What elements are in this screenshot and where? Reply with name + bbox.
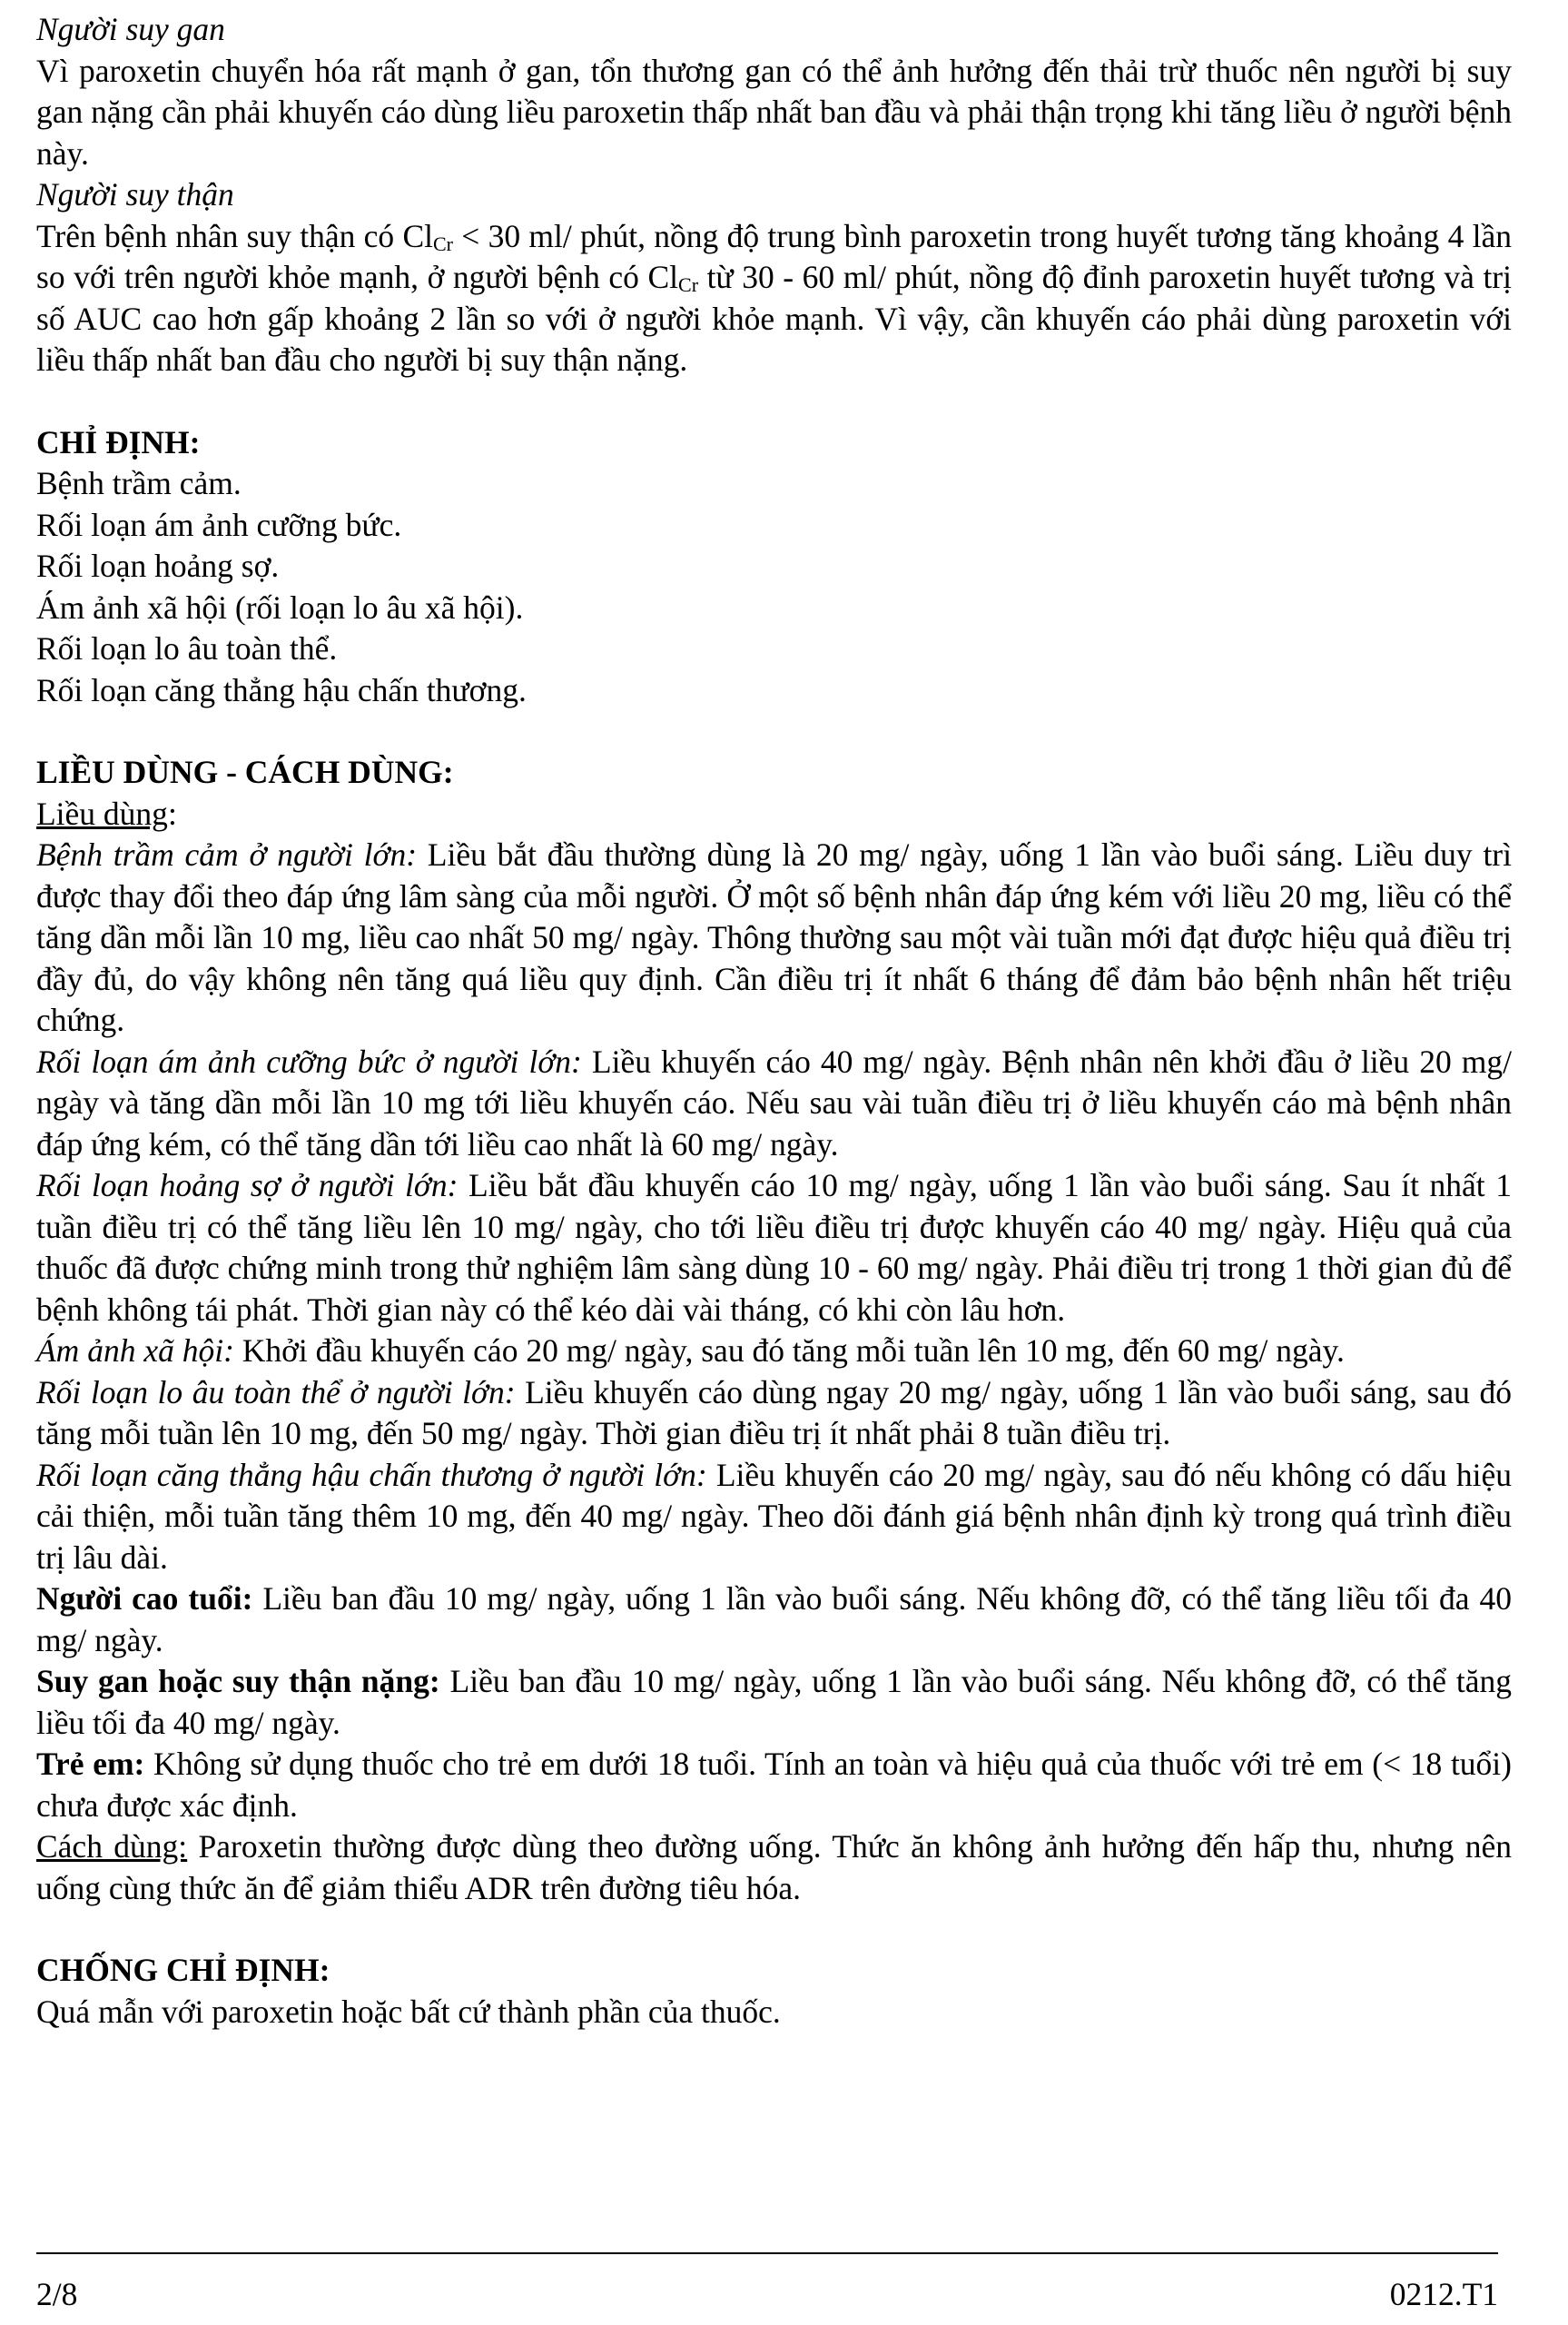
page-number: 2/8 [36,2276,78,2312]
dosage-elderly [36,1578,1512,1661]
dosage-subheading-label: Liều dùng [36,795,168,832]
contraindications-text: Quá mẫn với paroxetin hoặc bất cứ thành phần của thuốc. [36,1993,781,2030]
dosage-bold-label: Trẻ em: [36,1746,145,1782]
dosage-children [36,1744,1512,1826]
dosage-hepatic-renal [36,1661,1512,1744]
dosage-bold-label: Suy gan hoặc suy thận nặng: [36,1663,440,1699]
dosage-paragraph [36,1455,1512,1579]
document-code: 0212.T1 [1389,2276,1498,2312]
dosage-bold-label: Người cao tuổi: [36,1580,253,1617]
indications-heading: CHỈ ĐỊNH: [36,423,201,460]
list-item: Rối loạn hoảng sợ. [36,548,280,584]
renal-text-part3: từ 30 - 60 ml/ phút, nồng độ đỉnh paroxetin huyết tương và trị số AUC cao hơn gấp khoảng 2 lần so với ở người khỏe mạnh. Vì vậy, cần khuyến cáo phải dùng paroxetin với liều thấp nhất ban đầu cho người bị suy thận nặng. [36,259,1512,378]
contraindications-heading: CHỐNG CHỈ ĐỊNH: [36,1952,330,1988]
dosage-text: Không sử dụng thuốc cho trẻ em dưới 18 tuổi. Tính an toàn và hiệu quả của thuốc với trẻ em (< 18 tuổi) chưa được xác định. [36,1746,1512,1824]
dosage-label: Rối loạn lo âu toàn thể ở người lớn: [36,1373,516,1410]
dosage-paragraph [36,1165,1512,1331]
document-page [36,9,1512,2033]
list-item: Ám ảnh xã hội (rối loạn lo âu xã hội). [36,589,524,626]
renal-text-part2: < 30 ml/ phút, nồng độ trung bình paroxetin trong huyết tương tăng khoảng 4 lần so với trên người khỏe mạnh, ở người bệnh có Cl [36,217,1512,295]
dosage-label: Bệnh trầm cảm ở người lớn: [36,836,418,873]
dosage-label: Rối loạn ám ảnh cưỡng bức ở người lớn: [36,1043,582,1080]
dosage-text: Liều ban đầu 10 mg/ ngày, uống 1 lần vào buổi sáng. Nếu không đỡ, có thể tăng liều tối đa 40 mg/ ngày. [36,1580,1512,1658]
dosage-text: Liều khuyến cáo 40 mg/ ngày. Bệnh nhân nên khởi đầu ở liều 20 mg/ ngày và tăng dần mỗi lần 10 mg tới liều khuyến cáo. Nếu sau vài tuần điều trị ở liều khuyến cáo mà bệnh nhân đáp ứng kém, có thể tăng dần tới liều cao nhất là 60 mg/ ngày. [36,1043,1513,1162]
hepatic-text: Vì paroxetin chuyển hóa rất mạnh ở gan, tổn thương gan có thể ảnh hưởng đến thải trừ thuốc nên người bị suy gan nặng cần phải khuyến cáo dùng liều paroxetin thấp nhất ban đầu và phải thận trọng khi tăng liều ở người bệnh này. [36,52,1512,172]
renal-text [36,216,1512,381]
dosage-label: Rối loạn căng thẳng hậu chấn thương ở người lớn: [36,1456,707,1493]
list-item: Rối loạn lo âu toàn thể. [36,630,338,667]
dosage-heading: LIỀU DÙNG - CÁCH DÙNG: [36,754,454,790]
dosage-subheading-colon: : [167,795,177,832]
dosage-text: Liều khuyến cáo dùng ngay 20 mg/ ngày, uống 1 lần vào buổi sáng, sau đó tăng mỗi tuần lên 10 mg, đến 50 mg/ ngày. Thời gian điều trị ít nhất phải 8 tuần điều trị. [36,1373,1512,1451]
dosage-label: Ám ảnh xã hội: [36,1332,234,1369]
footer-divider [36,2252,1498,2254]
dosage-paragraph [36,1372,1512,1455]
list-item: Rối loạn ám ảnh cưỡng bức. [36,506,402,543]
usage-paragraph [36,1826,1512,1909]
dosage-text: Liều bắt đầu khuyến cáo 10 mg/ ngày, uống 1 lần vào buổi sáng. Sau ít nhất 1 tuần điều trị có thể tăng liều lên 10 mg/ ngày, cho tới liều điều trị được khuyến cáo 40 mg/ ngày. Hiệu quả của thuốc đã được chứng minh trong thử nghiệm lâm sàng dùng 10 - 60 mg/ ngày. Phải điều trị trong 1 thời gian đủ để bệnh không tái phát. Thời gian này có thể kéo dài vài tháng, có khi còn lâu hơn. [36,1167,1512,1328]
renal-title: Người suy thận [36,176,234,213]
hepatic-title: Người suy gan [36,11,225,47]
dosage-text: Liều ban đầu 10 mg/ ngày, uống 1 lần vào buổi sáng. Nếu không đỡ, có thể tăng liều tối đa 40 mg/ ngày. [36,1663,1513,1741]
list-item: Rối loạn căng thẳng hậu chấn thương. [36,671,527,708]
page-footer [36,2275,1498,2313]
dosage-text: Khởi đầu khuyến cáo 20 mg/ ngày, sau đó tăng mỗi tuần lên 10 mg, đến 60 mg/ ngày. [233,1332,1345,1369]
dosage-paragraph [36,1331,1512,1372]
usage-text: Paroxetin thường được dùng theo đường uống. Thức ăn không ảnh hưởng đến hấp thu, nhưng nên uống cùng thức ăn để giảm thiểu ADR trên đường tiêu hóa. [36,1828,1512,1906]
usage-label: Cách dùng: [36,1828,188,1865]
list-item: Bệnh trầm cảm. [36,465,242,501]
renal-text-part1: Trên bệnh nhân suy thận có Cl [36,217,433,254]
dosage-subheading [36,794,1512,836]
dosage-label: Rối loạn hoảng sợ ở người lớn: [36,1167,459,1203]
renal-subscript-1: Cr [433,232,453,255]
renal-subscript-2: Cr [678,273,699,296]
dosage-text: Liều khuyến cáo 20 mg/ ngày, sau đó nếu không có dấu hiệu cải thiện, mỗi tuần tăng thêm 10 mg, đến 40 mg/ ngày. Theo dõi đánh giá bệnh nhân định kỳ trong quá trình điều trị lâu dài. [36,1456,1512,1576]
dosage-paragraph [36,1042,1512,1166]
indications-list [36,463,1512,711]
dosage-text: Liều bắt đầu thường dùng là 20 mg/ ngày, uống 1 lần vào buổi sáng. Liều duy trì được thay đổi theo đáp ứng lâm sàng của mỗi người. Ở một số bệnh nhân đáp ứng kém với liều 20 mg, liều có thể tăng dần mỗi lần 10 mg, liều cao nhất 50 mg/ ngày. Thông thường sau một vài tuần mới đạt được hiệu quả điều trị đầy đủ, do vậy không nên tăng quá liều quy định. Cần điều trị ít nhất 6 tháng để đảm bảo bệnh nhân hết triệu chứng. [36,836,1512,1038]
dosage-paragraph [36,835,1512,1042]
